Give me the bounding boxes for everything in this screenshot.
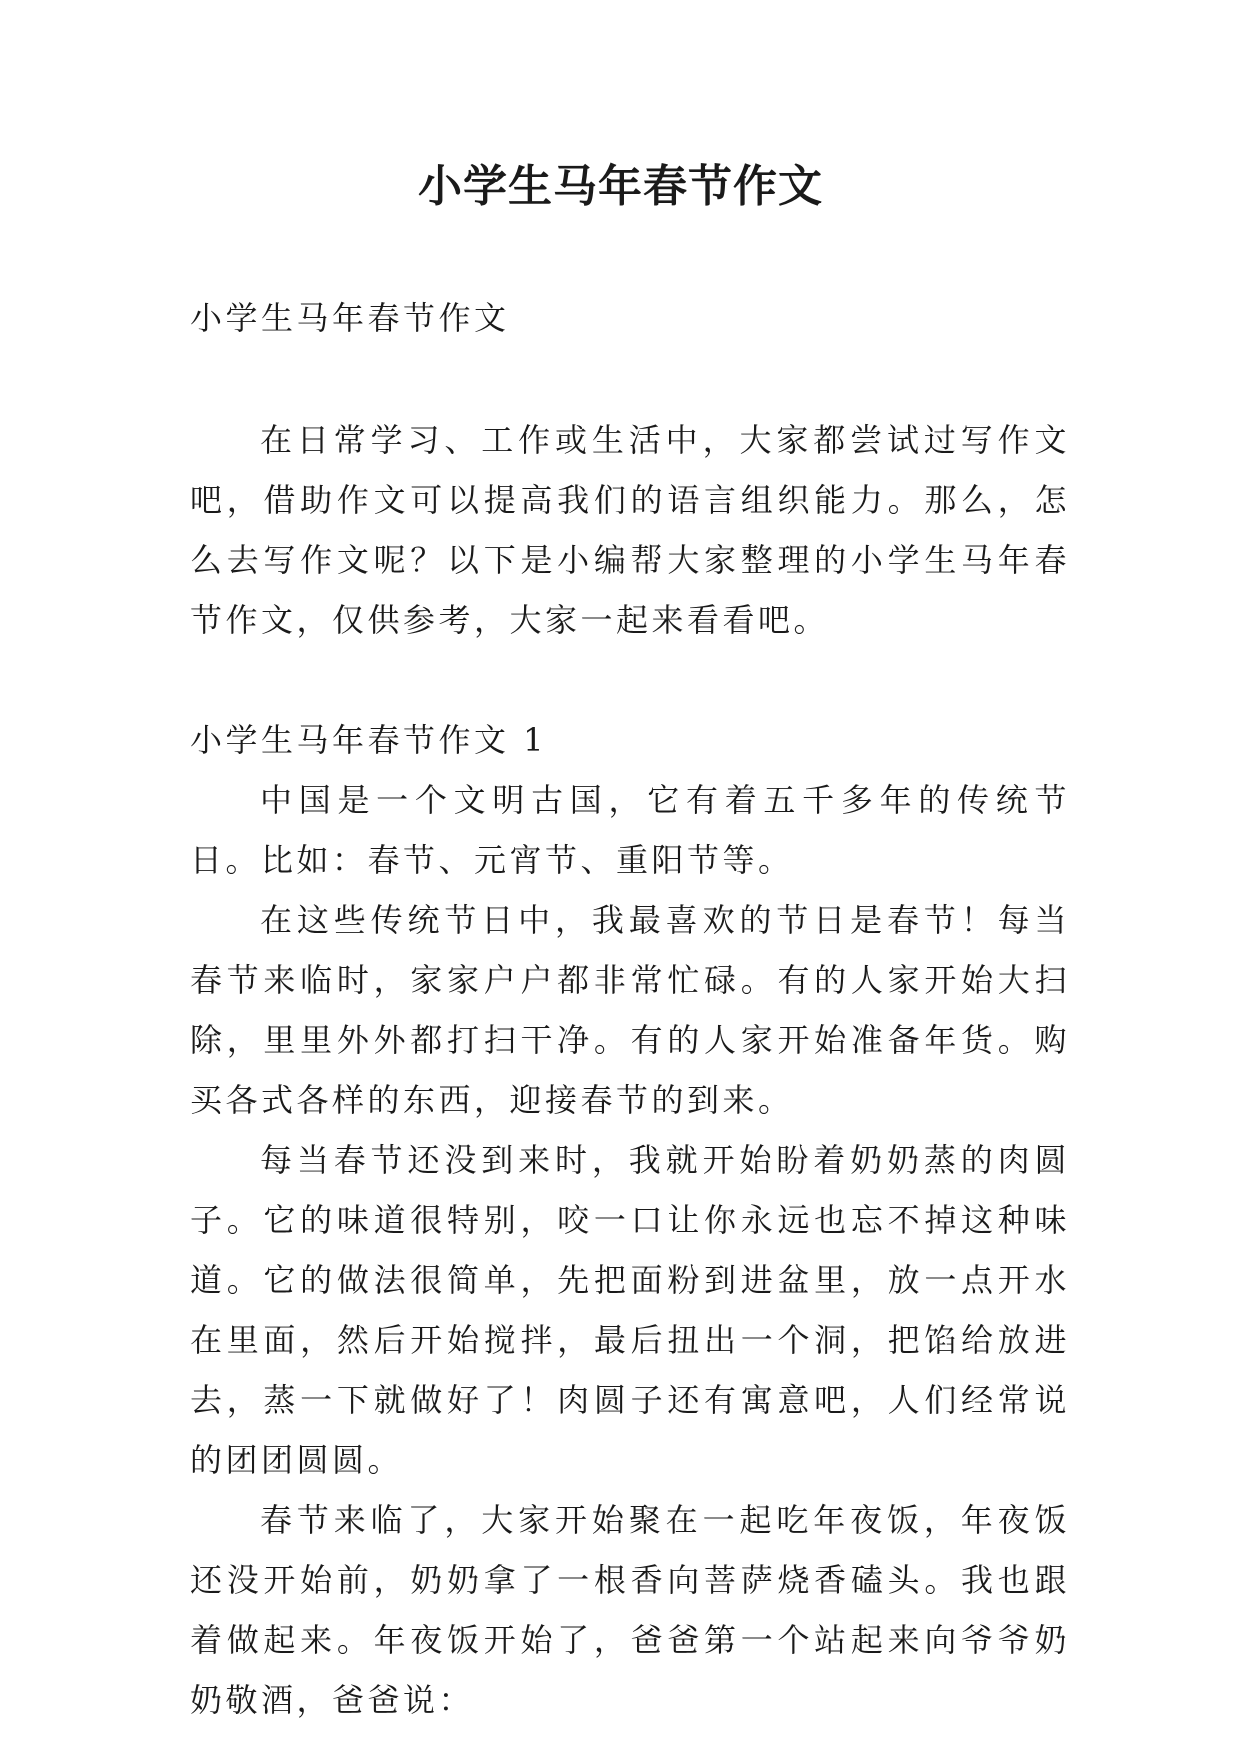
- body-paragraph: 在这些传统节日中，我最喜欢的节日是春节！每当春节来临时，家家户户都非常忙碌。有的人家开始大扫除，里里外外都打扫干净。有的人家开始准备年货。购买各式各样的东西，迎接春节的到来。: [190, 901, 1070, 1119]
- body-paragraph: 春节来临了，大家开始聚在一起吃年夜饭，年夜饭还没开始前，奶奶拿了一根香向菩萨烧香磕头。我也跟着做起来。年夜饭开始了，爸爸第一个站起来向爷爷奶奶敬酒，爸爸说：: [190, 1501, 1070, 1719]
- body-paragraph: 每当春节还没到来时，我就开始盼着奶奶蒸的肉圆子。它的味道很特别，咬一口让你永远也忘不掉这种味道。它的做法很简单，先把面粉到进盆里，放一点开水在里面，然后开始搅拌，最后扭出一个洞，把馅给放进去，蒸一下就做好了！肉圆子还有寓意吧，人们经常说的团团圆圆。: [190, 1141, 1070, 1479]
- document-body: [190, 288, 1070, 1730]
- section-heading: 小学生马年春节作文 1: [190, 721, 548, 759]
- body-paragraph: 中国是一个文明古国，它有着五千多年的传统节日。比如：春节、元宵节、重阳节等。: [190, 781, 1070, 879]
- document-subtitle: 小学生马年春节作文: [190, 299, 510, 337]
- document-title: 小学生马年春节作文: [418, 161, 823, 212]
- intro-paragraph: 在日常学习、工作或生活中，大家都尝试过写作文吧，借助作文可以提高我们的语言组织能力。那么，怎么去写作文呢？以下是小编帮大家整理的小学生马年春节作文，仅供参考，大家一起来看看吧。: [190, 421, 1070, 639]
